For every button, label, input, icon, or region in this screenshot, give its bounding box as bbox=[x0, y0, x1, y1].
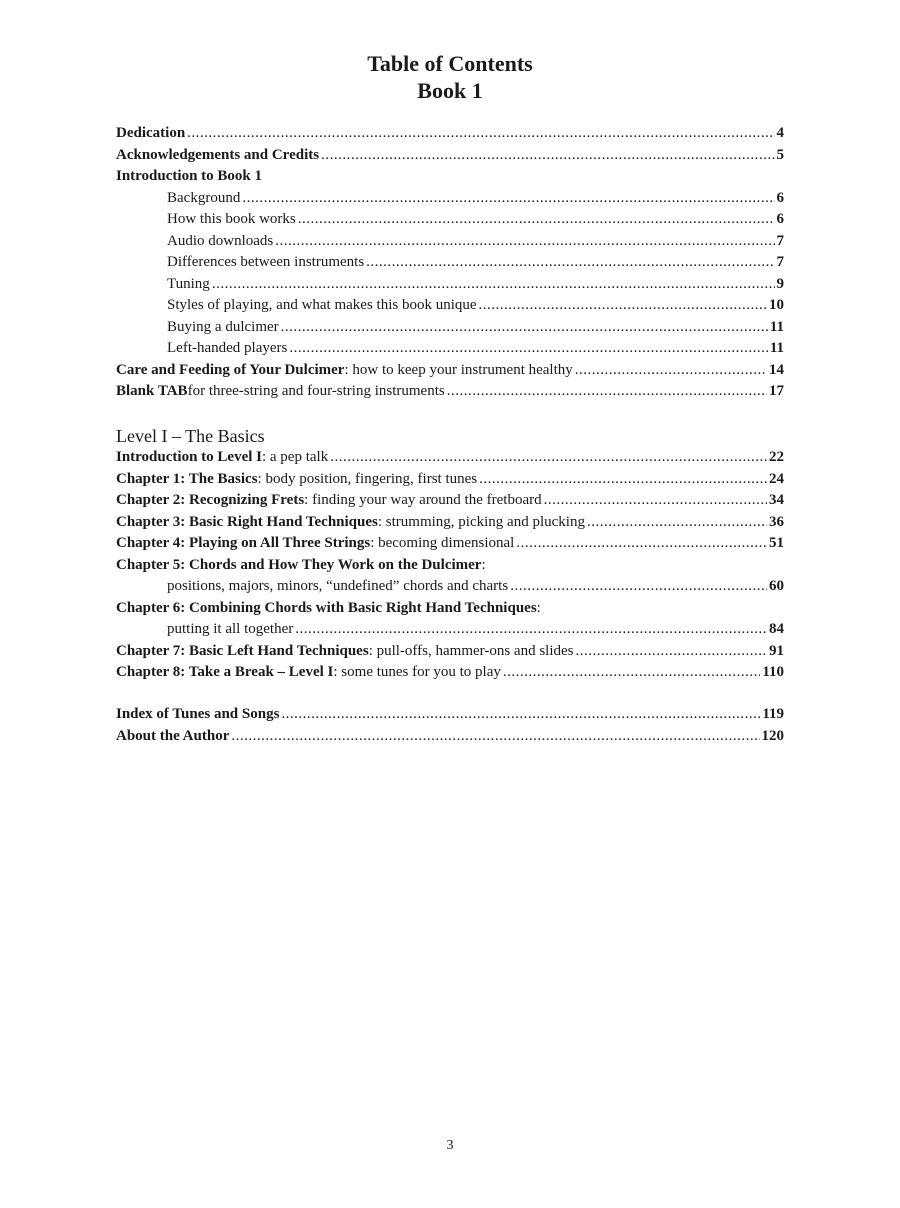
entry-page: 10 bbox=[769, 297, 784, 313]
entry-title: Index of Tunes and Songs bbox=[116, 706, 280, 722]
page-subtitle: Book 1 bbox=[417, 78, 483, 103]
dot-leader bbox=[587, 512, 767, 534]
entry-page: 9 bbox=[776, 275, 784, 292]
entry-page: 11 bbox=[769, 340, 784, 356]
entry-title: Acknowledgements and Credits bbox=[116, 146, 320, 163]
toc-subentry bbox=[116, 209, 784, 231]
toc-subentry bbox=[116, 295, 784, 317]
entry-title: Buying a dulcimer bbox=[167, 318, 279, 335]
entry-page: 84 bbox=[769, 621, 784, 637]
entry-page: 36 bbox=[769, 513, 784, 530]
entry-title: Differences between instruments bbox=[167, 254, 365, 270]
toc-entry-introduction bbox=[116, 166, 784, 188]
toc-entry-chapter-6 bbox=[116, 598, 784, 620]
toc-front-matter bbox=[116, 123, 784, 403]
entry-page: 24 bbox=[769, 470, 784, 487]
entry-title: Chapter 6: Combining Chords with Basic Right Hand Techniques bbox=[116, 599, 537, 616]
entry-title: Audio downloads bbox=[167, 232, 274, 249]
entry-description: : bbox=[536, 599, 541, 616]
toc-entry-intro-level-1 bbox=[116, 447, 784, 469]
entry-page: 60 bbox=[769, 578, 784, 594]
dot-leader bbox=[516, 533, 767, 555]
entry-title: Care and Feeding of Your Dulcimer bbox=[116, 361, 345, 378]
entry-title: Background bbox=[167, 189, 241, 206]
entry-page: 91 bbox=[769, 642, 784, 659]
entry-title: Chapter 3: Basic Right Hand Techniques bbox=[116, 513, 378, 530]
dot-leader bbox=[366, 252, 774, 274]
dot-leader bbox=[298, 209, 775, 231]
dot-leader bbox=[544, 490, 767, 512]
dot-leader bbox=[321, 145, 774, 167]
entry-description: putting it all together bbox=[167, 621, 294, 637]
entry-page: 119 bbox=[762, 706, 784, 722]
entry-description: : a pep talk bbox=[261, 449, 329, 465]
toc-entry-blank-tab bbox=[116, 381, 784, 403]
entry-description: positions, majors, minors, “undefined” chords and charts bbox=[167, 578, 509, 594]
entry-page: 5 bbox=[776, 146, 784, 163]
toc-subentry bbox=[116, 338, 784, 360]
dot-leader bbox=[575, 360, 767, 382]
entry-page: 120 bbox=[761, 727, 784, 744]
toc-entry-chapter-3 bbox=[116, 512, 784, 534]
toc-entry-chapter-2 bbox=[116, 490, 784, 512]
entry-description: : strumming, picking and plucking bbox=[377, 513, 585, 530]
entry-title: Dedication bbox=[116, 125, 186, 141]
dot-leader bbox=[275, 231, 774, 253]
dot-leader bbox=[289, 338, 767, 360]
dot-leader bbox=[231, 726, 759, 748]
entry-page: 34 bbox=[769, 492, 784, 508]
entry-page: 4 bbox=[776, 125, 784, 141]
entry-page: 17 bbox=[769, 383, 784, 399]
dot-leader bbox=[281, 704, 760, 726]
entry-title: About the Author bbox=[116, 727, 230, 744]
entry-page: 14 bbox=[769, 361, 784, 378]
toc-entry-chapter-6-continued bbox=[116, 619, 784, 641]
toc-subentry bbox=[116, 231, 784, 253]
section-heading-level-1: Level I – The Basics bbox=[116, 426, 265, 446]
toc-entry-about-author bbox=[116, 726, 784, 748]
entry-page: 6 bbox=[776, 211, 784, 227]
dot-leader bbox=[330, 447, 767, 469]
entry-description: : pull-offs, hammer-ons and slides bbox=[368, 642, 574, 659]
dot-leader bbox=[503, 662, 760, 684]
dot-leader bbox=[242, 188, 774, 210]
entry-description: : finding your way around the fretboard bbox=[304, 492, 542, 508]
entry-page: 22 bbox=[769, 449, 784, 465]
entry-page: 110 bbox=[762, 664, 784, 680]
entry-title: Chapter 1: The Basics bbox=[116, 470, 258, 487]
entry-title: Chapter 7: Basic Left Hand Techniques bbox=[116, 642, 369, 659]
entry-description: : how to keep your instrument healthy bbox=[344, 361, 573, 378]
toc-subentry bbox=[116, 317, 784, 339]
toc-subentry bbox=[116, 274, 784, 296]
toc-entry-chapter-4 bbox=[116, 533, 784, 555]
toc-level-1 bbox=[116, 425, 784, 684]
toc-subentry bbox=[116, 252, 784, 274]
entry-page: 7 bbox=[776, 254, 784, 270]
entry-description: : body position, fingering, first tunes bbox=[257, 470, 478, 487]
dot-leader bbox=[447, 381, 767, 403]
toc-entry-chapter-1 bbox=[116, 469, 784, 491]
entry-description: for three-string and four-string instruments bbox=[187, 383, 445, 399]
toc-entry-care bbox=[116, 360, 784, 382]
toc-entry-dedication bbox=[116, 123, 784, 145]
toc-header bbox=[0, 50, 900, 104]
entry-title: Blank TAB bbox=[116, 383, 188, 399]
entry-page: 7 bbox=[776, 232, 784, 249]
dot-leader bbox=[281, 317, 768, 339]
entry-title: Chapter 8: Take a Break – Level I bbox=[116, 664, 334, 680]
dot-leader bbox=[295, 619, 767, 641]
page-number: 3 bbox=[446, 1138, 454, 1153]
entry-page: 11 bbox=[769, 318, 784, 335]
entry-description: : becoming dimensional bbox=[370, 535, 515, 551]
page-title: Table of Contents bbox=[367, 51, 533, 76]
dot-leader bbox=[479, 469, 767, 491]
entry-title: Chapter 5: Chords and How They Work on the Dulcimer bbox=[116, 556, 482, 573]
toc-entry-chapter-7 bbox=[116, 641, 784, 663]
entry-title: Styles of playing, and what makes this book unique bbox=[167, 297, 477, 313]
toc-back-matter bbox=[116, 704, 784, 747]
entry-title: Tuning bbox=[167, 275, 210, 292]
dot-leader bbox=[576, 641, 768, 663]
dot-leader bbox=[212, 274, 775, 296]
toc-entry-chapter-5 bbox=[116, 555, 784, 577]
entry-page: 6 bbox=[776, 189, 784, 206]
dot-leader bbox=[187, 123, 774, 145]
entry-title: Introduction to Book 1 bbox=[116, 168, 263, 184]
entry-title: Introduction to Level I bbox=[116, 449, 262, 465]
dot-leader bbox=[510, 576, 767, 598]
entry-title: Chapter 4: Playing on All Three Strings bbox=[116, 535, 371, 551]
entry-title: Left-handed players bbox=[167, 340, 288, 356]
entry-title: Chapter 2: Recognizing Frets bbox=[116, 492, 305, 508]
toc-entry-acknowledgements bbox=[116, 145, 784, 167]
toc-entry-index bbox=[116, 704, 784, 726]
entry-description: : bbox=[481, 556, 486, 573]
toc-subentry bbox=[116, 188, 784, 210]
entry-description: : some tunes for you to play bbox=[333, 664, 501, 680]
toc-entry-chapter-8 bbox=[116, 662, 784, 684]
entry-title: How this book works bbox=[167, 211, 296, 227]
dot-leader bbox=[479, 295, 767, 317]
toc-entry-chapter-5-continued bbox=[116, 576, 784, 598]
entry-page: 51 bbox=[769, 535, 784, 551]
